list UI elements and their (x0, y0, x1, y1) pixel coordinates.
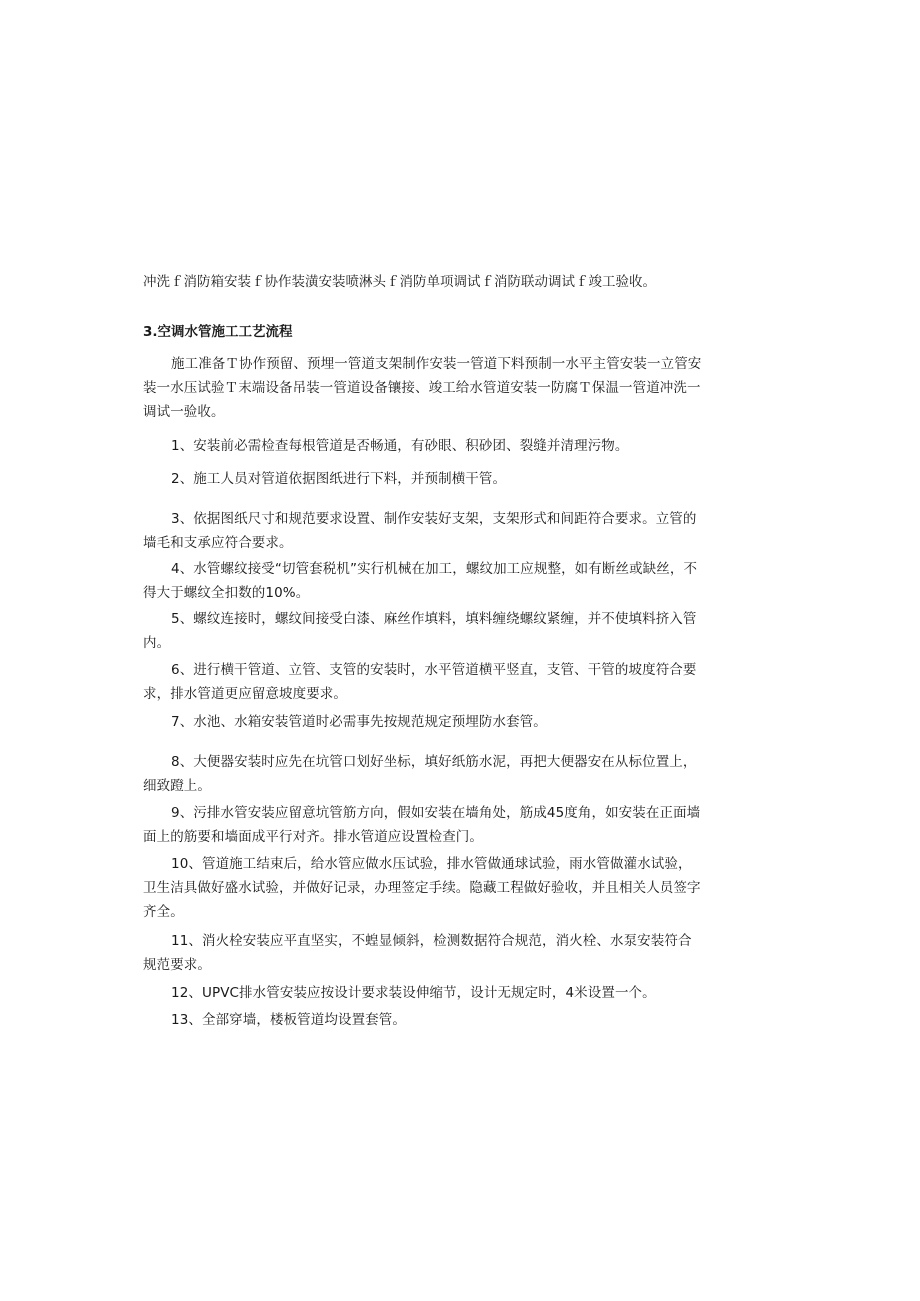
list-item: 13、全部穿墙，楼板管道均设置套管。 (171, 1012, 406, 1028)
continuation-line: 冲洗ｆ消防箱安装ｆ协作装潢安装喷淋头ｆ消防单项调试ｆ消防联动调试ｆ竣工验收。 (143, 274, 656, 290)
item-1-block (143, 434, 703, 458)
item-5-block (143, 607, 703, 655)
flow-paragraph-block (143, 352, 703, 424)
list-item: 7、水池、水箱安装管道时必需事先按规范规定预埋防水套管。 (171, 714, 547, 730)
list-item: 11、消火栓安装应平直坚实，不蝗显倾斜，检测数据符合规范，消火栓、水泵安装符合规范要求。 (143, 933, 692, 973)
item-10-block (143, 852, 703, 924)
list-item: 9、污排水管安装应留意坑管筋方向，假如安装在墙角处，筋成45度角，如安装在正面墙面上的筋要和墙面成平行对齐。排水管道应设置检查门。 (143, 805, 701, 845)
item-2-block (143, 467, 703, 491)
item-13-block (143, 1008, 703, 1032)
section-heading: 3.空调水管施工工艺流程 (143, 324, 293, 340)
list-item: 10、管道施工结束后，给水管应做水压试验，排水管做通球试验，雨水管做灌水试验，卫生洁具做好盛水试验，并做好记录，办理签定手续。隐藏工程做好验收，并且相关人员签字齐全。 (143, 856, 701, 920)
item-11-block (143, 929, 703, 977)
list-item: 12、UPVC排水管安装应按设计要求装设伸缩节，设计无规定时，4米设置一个。 (171, 985, 656, 1001)
item-8-block (143, 750, 703, 798)
list-item: 3、依据图纸尺寸和规范要求设置、制作安装好支架，支架形式和间距符合要求。立管的墙毛和支承应符合要求。 (143, 511, 697, 551)
flow-paragraph: 施工准备Ｔ协作预留、预埋一管道支架制作安装一管道下料预制一水平主管安装一立管安装一水压试验Ｔ末端设备吊装一管道设备镶接、竣工给水管道安装一防腐Ｔ保温一管道冲洗一调试一验收。 (143, 356, 702, 420)
item-7-block (143, 710, 703, 734)
item-6-block (143, 658, 703, 706)
list-item: 8、大便器安装时应先在坑管口划好坐标，填好纸筋水泥，再把大便器安在从标位置上，细致蹬上。 (143, 754, 697, 794)
list-item: 4、水管螺纹接受“切管套税机”实行机械在加工，螺纹加工应规整，如有断丝或缺丝，不得大于螺纹全扣数的10%。 (143, 561, 698, 601)
list-item: 1、安装前必需检查每根管道是否畅通，有砂眼、积砂团、裂缝并清理污物。 (171, 438, 629, 454)
item-4-block (143, 557, 703, 605)
item-9-block (143, 801, 703, 849)
list-item: 6、进行横干管道、立管、支管的安装时，水平管道横平竖直，支管、干管的坡度符合要求，排水管道更应留意坡度要求。 (143, 662, 697, 702)
item-3-block (143, 507, 703, 555)
item-12-block (143, 981, 703, 1005)
list-item: 5、螺纹连接时，螺纹间接受白漆、麻丝作填料，填料缠绕螺纹紧缠，并不使填料挤入管内。 (143, 611, 697, 651)
list-item: 2、施工人员对管道依据图纸进行下料，并预制横干管。 (171, 471, 507, 487)
